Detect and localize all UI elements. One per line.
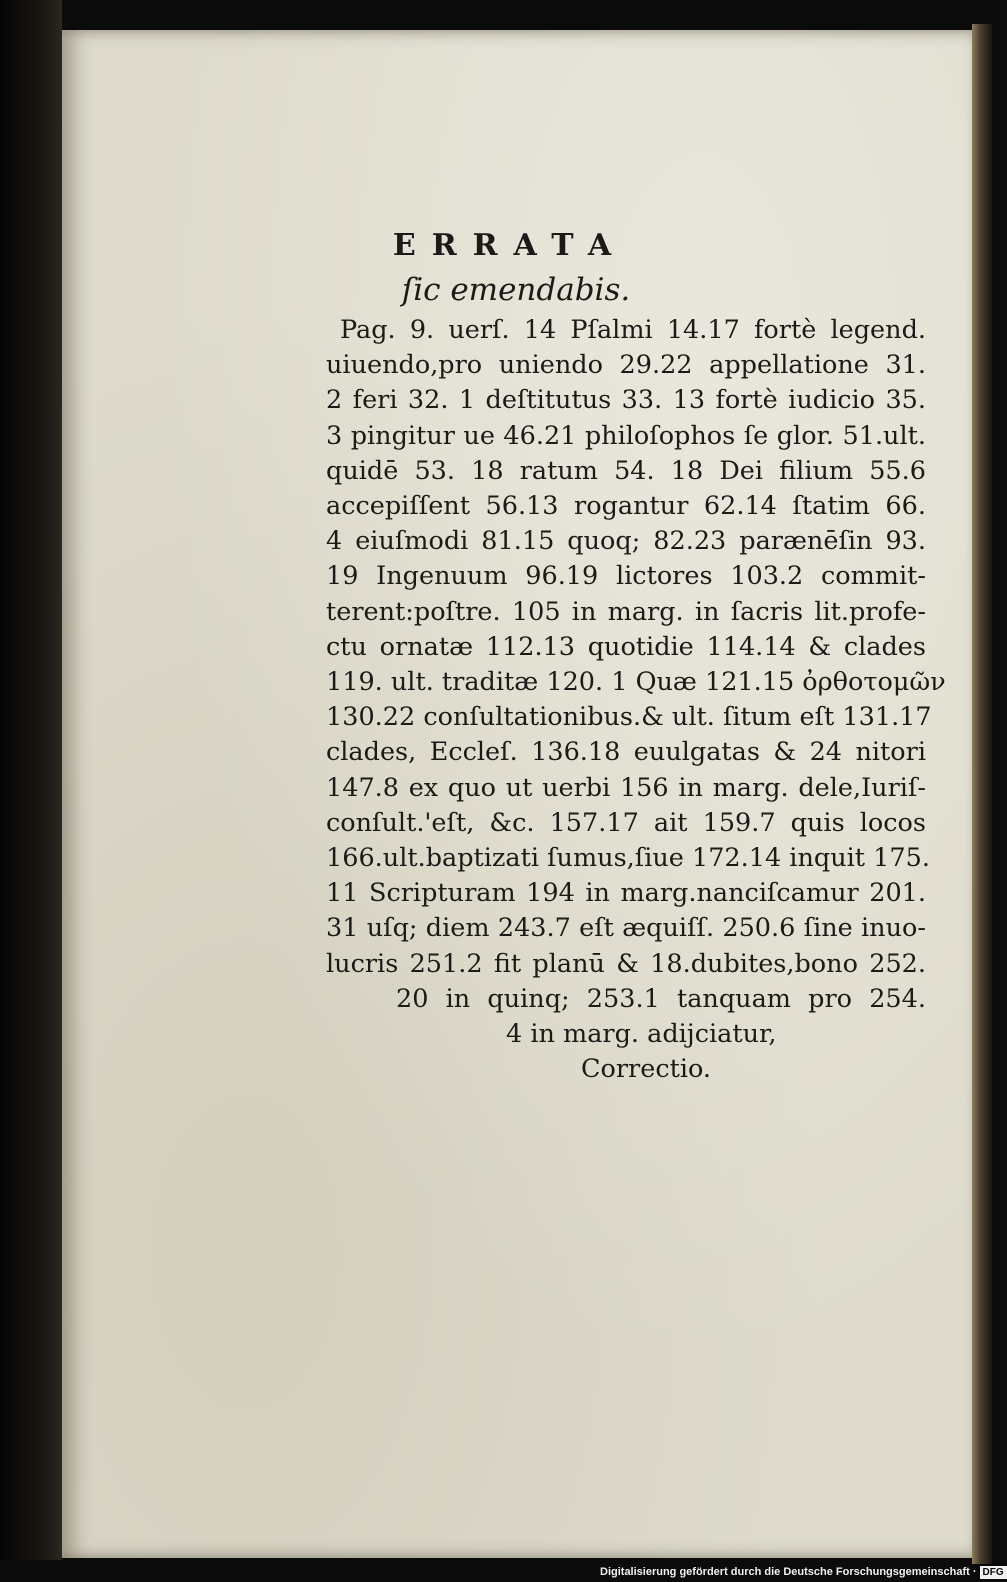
errata-line: 147.8 ex quo ut uerbi 156 in marg. dele,Iuriſ- — [326, 772, 926, 803]
errata-line: quidē 53. 18 ratum 54. 18 Dei filium 55.6 — [326, 455, 926, 486]
errata-line: Pag. 9. uerſ. 14 Pſalmi 14.17 fortè legend. — [340, 315, 926, 345]
errata-line: 130.22 conſultationibus.& ult. ſitum eſt 131.17 — [326, 702, 932, 733]
errata-line: 3 pingitur ue 46.21 philoſophos ſe glor. 51.ult. — [326, 420, 926, 451]
errata-line: 31 uſq; diem 243.7 eſt æquiſſ. 250.6 ſine inuo- — [326, 913, 926, 944]
page-subheading: ſic emendabis. — [401, 272, 631, 308]
errata-line: 4 in marg. adijciatur, — [506, 1019, 777, 1050]
page-heading: ERRATA — [392, 228, 628, 263]
credit-text: Digitalisierung gefördert durch die Deutsche Forschungsgemeinschaft · — [600, 1566, 977, 1578]
digitization-credit — [600, 1564, 1004, 1580]
errata-line: clades, Eccleſ. 136.18 euulgatas & 24 nitori — [326, 737, 926, 768]
errata-line: Correctio. — [581, 1054, 712, 1085]
errata-text — [326, 313, 946, 1087]
errata-line: conſult.'eſt, &c. 157.17 ait 159.7 quis locos — [326, 807, 926, 838]
errata-line: terent:poſtre. 105 in marg. in ſacris lit.profe- — [326, 596, 926, 627]
errata-line: 2 feri 32. 1 deſtitutus 33. 13 fortè iudicio 35. — [326, 385, 926, 416]
errata-line: accepiſſent 56.13 rogantur 62.14 ſtatim 66. — [326, 491, 926, 522]
errata-line: uiuendo,pro uniendo 29.22 appellatione 31. — [326, 350, 926, 381]
errata-line: 4 eiuſmodi 81.15 quoq; 82.23 parænēſin 93. — [326, 526, 926, 557]
errata-line: lucris 251.2 fit planū & 18.dubites,bono 252. — [326, 948, 926, 979]
dfg-logo: DFG — [980, 1566, 1007, 1579]
errata-line: 19 Ingenuum 96.19 lictores 103.2 commit- — [326, 561, 926, 592]
errata-line: 20 in quinq; 253.1 tanquam pro 254. — [396, 983, 926, 1014]
errata-line: 11 Scripturam 194 in marg.nanciſcamur 201. — [326, 878, 926, 909]
errata-line: 166.ult.baptizati ſumus,ſiue 172.14 inquit 175. — [326, 843, 930, 874]
errata-line: 119. ult. traditæ 120. 1 Quæ 121.15 ὀρθοτομῶν — [326, 667, 946, 698]
errata-line: ctu ornatæ 112.13 quotidie 114.14 & clades — [326, 631, 926, 662]
